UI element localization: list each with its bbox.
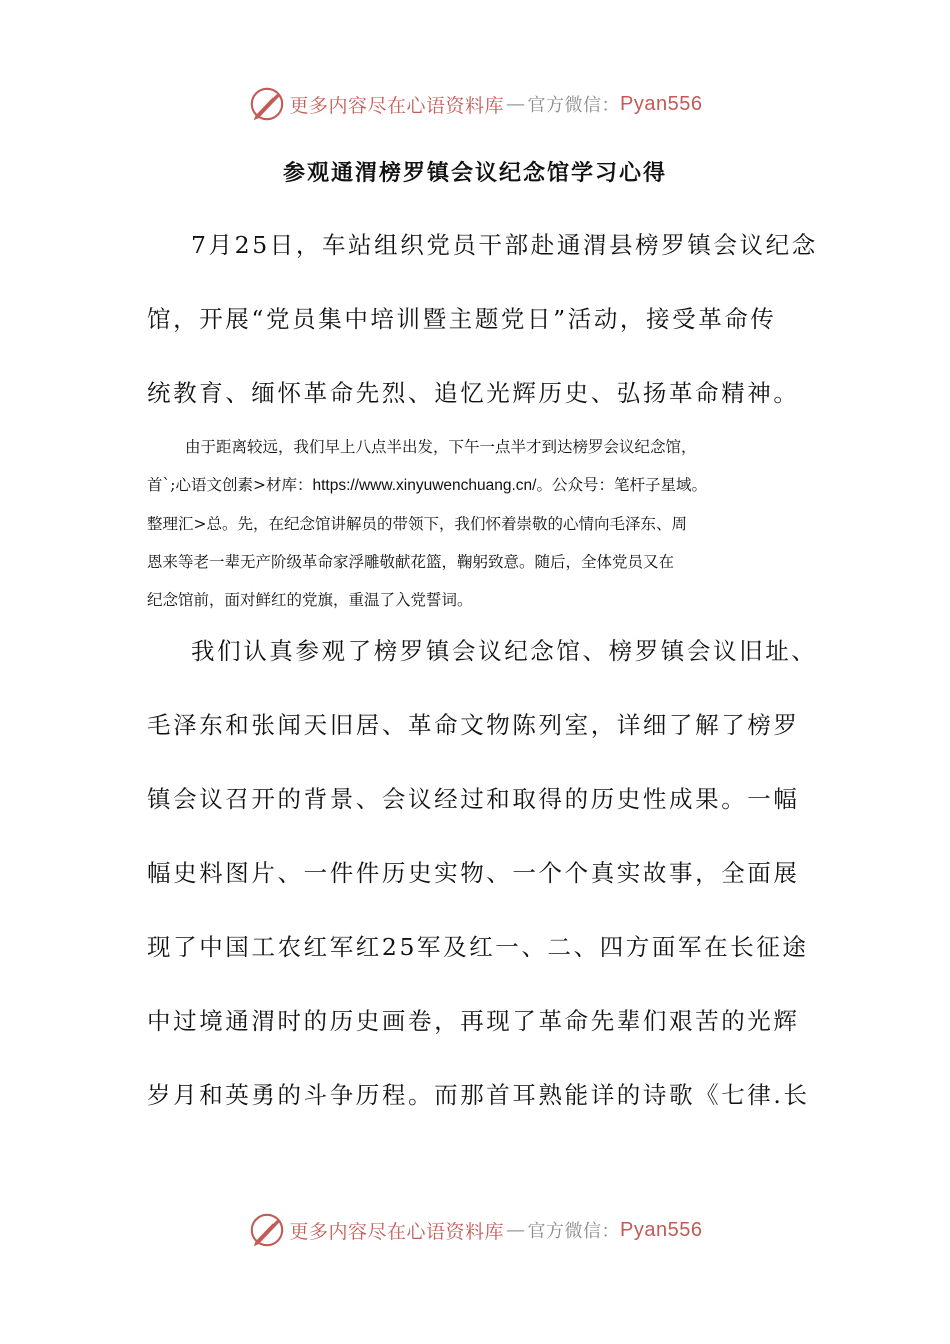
banner-dash: —	[506, 93, 526, 115]
paragraph2-line-4: 恩来等老一辈无产阶级革命家浮雕敬献花篮，鞠躬致意。随后，全体党员又在	[147, 553, 675, 571]
banner-wechat-label: 官方微信：	[527, 95, 621, 116]
banner-wechat-id: Pyan556	[620, 1218, 703, 1241]
paragraph1-line-3: 统教育、缅怀革命先烈、追忆光辉历史、弘扬革命精神。	[147, 379, 800, 407]
paragraph2-account-text: 。公众号：笔杆子星域。	[536, 476, 707, 494]
pen-logo-icon	[248, 1211, 286, 1249]
paragraph3-line-4: 幅史料图片、一件件历史实物、一个个真实故事，全面展	[147, 859, 800, 887]
paragraph3-line-3: 镇会议召开的背景、会议经过和取得的历史性成果。一幅	[147, 785, 800, 813]
paragraph3-line-2: 毛泽东和张闻天旧居、革命文物陈列室，详细了解了榜罗	[147, 711, 800, 739]
header-banner	[0, 82, 950, 126]
paragraph2	[147, 428, 817, 619]
paragraph3-line-6: 中过境通渭时的历史画卷，再现了革命先辈们艰苦的光辉	[147, 1007, 800, 1035]
banner-wechat-id: Pyan556	[620, 92, 703, 115]
paragraph2-line-1: 由于距离较远，我们早上八点半出发，下午一点半才到达榜罗会议纪念馆，	[185, 438, 697, 456]
footer-banner	[0, 1208, 950, 1252]
paragraph2-line-3: 整理汇>总。先，在纪念馆讲解员的带领下，我们怀着崇敬的心情向毛泽东、周	[147, 515, 687, 533]
paragraph2-source-text: 首`;心语文创素>材库：	[147, 476, 313, 494]
banner-brand-text: 更多内容尽在心语资料库	[289, 94, 505, 117]
paragraph3-line-1: 我们认真参观了榜罗镇会议纪念馆、榜罗镇会议旧址、	[191, 637, 818, 665]
paragraph2-line-2	[147, 466, 817, 505]
paragraph2-line-5: 纪念馆前，面对鲜红的党旗，重温了入党誓词。	[147, 591, 473, 609]
paragraph3-line-5: 现了中国工农红军红25军及红一、二、四方面军在长征途	[147, 933, 809, 961]
banner-wechat-label: 官方微信：	[527, 1221, 621, 1242]
pen-logo-icon	[248, 85, 286, 123]
paragraph1-line-1: 7月25日，车站组织党员干部赴通渭县榜罗镇会议纪念	[191, 231, 818, 259]
banner-brand-text: 更多内容尽在心语资料库	[289, 1220, 505, 1243]
banner-dash: —	[506, 1219, 526, 1241]
paragraph3-line-7: 岁月和英勇的斗争历程。而那首耳熟能详的诗歌《七律.长	[147, 1081, 810, 1109]
document-title: 参观通渭榜罗镇会议纪念馆学习心得	[282, 160, 667, 186]
paragraph1-line-2: 馆，开展“党员集中培训暨主题党日”活动，接受革命传	[147, 305, 777, 333]
source-url-link[interactable]: https://www.xinyuwenchuang.cn/	[312, 477, 537, 494]
